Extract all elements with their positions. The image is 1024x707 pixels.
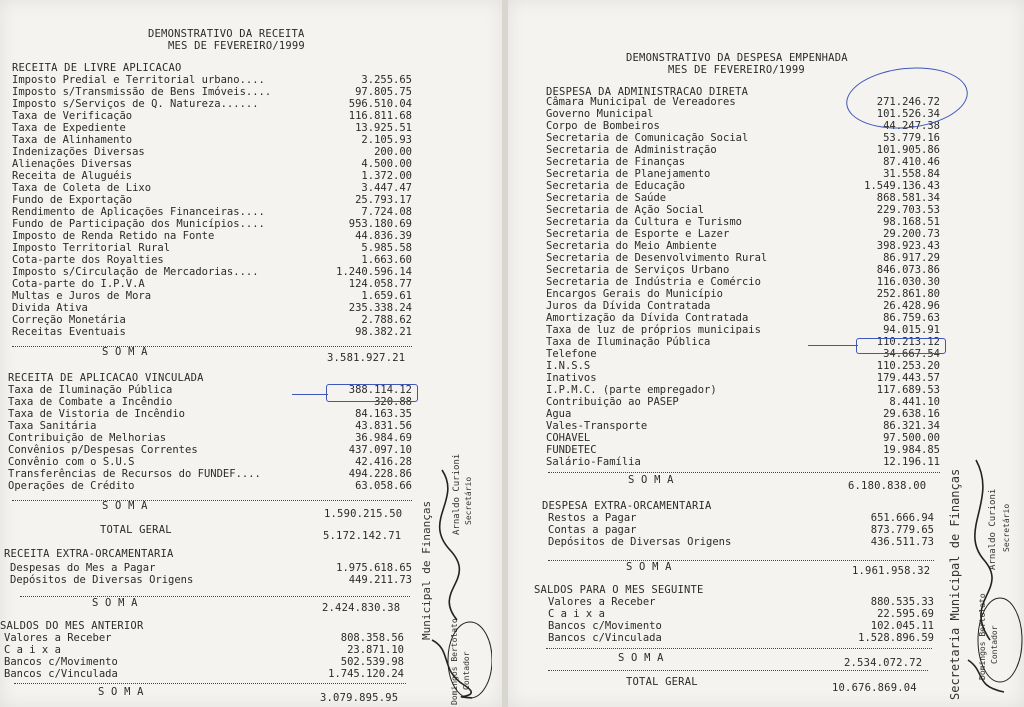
ledger-row-label: Taxa de Coleta de Lixo — [12, 182, 152, 194]
ledger-row — [12, 302, 412, 314]
ledger-row — [546, 144, 940, 156]
ledger-row-label: C a i x a — [4, 644, 61, 656]
saldos-heading: SALDOS DO MES ANTERIOR — [0, 620, 144, 632]
ledger-row-value: 84.163.35 — [355, 408, 412, 420]
ledger-row-value: 596.510.04 — [348, 98, 412, 110]
ledger-row — [12, 218, 412, 230]
ledger-row-value: 3.447.47 — [361, 182, 412, 194]
ledger-row — [8, 408, 412, 420]
revenue-title: DEMONSTRATIVO DA RECEITA — [148, 28, 305, 40]
ledger-row — [546, 324, 940, 336]
ledger-row — [12, 98, 412, 110]
ledger-row — [548, 596, 934, 608]
ledger-row-value: 42.416.28 — [355, 456, 412, 468]
ledger-row-value: 1.372.00 — [361, 170, 412, 182]
ledger-row-value: 110.253.20 — [876, 360, 940, 372]
ledger-row — [8, 480, 412, 492]
ledger-row — [546, 252, 940, 264]
ledger-row-value: 880.535.33 — [870, 596, 934, 608]
ledger-row-value: 63.058.66 — [355, 480, 412, 492]
ledger-row-label: Bancos c/Vinculada — [548, 632, 662, 644]
ledger-row-value: 86.321.34 — [883, 420, 940, 432]
ledger-row-label: Multas e Juros de Mora — [12, 290, 152, 302]
ledger-row — [12, 74, 412, 86]
ledger-row — [12, 146, 412, 158]
ledger-row-value: 1.745.120.24 — [328, 668, 404, 680]
ledger-row-label: Bancos c/Vinculada — [4, 668, 118, 680]
ledger-row-label: Agua — [546, 408, 572, 420]
ledger-row — [546, 288, 940, 300]
extra-soma-label: S O M A — [92, 597, 138, 609]
total-geral-label: TOTAL GERAL — [100, 524, 172, 536]
ledger-row-label: Convênio com o S.U.S — [8, 456, 135, 468]
ledger-row-value: 953.180.69 — [348, 218, 412, 230]
handwritten-signature — [412, 440, 492, 700]
ledger-row-label: Secretaria de Indústria e Comércio — [546, 276, 761, 288]
ledger-row-value: 26.428.96 — [883, 300, 940, 312]
accountant-stamp-role: Contador — [462, 651, 471, 690]
ledger-row-label: Amortização da Dívida Contratada — [546, 312, 749, 324]
ledger-row — [12, 206, 412, 218]
ledger-row-value: 2.105.93 — [361, 134, 412, 146]
ledger-row-label: Inativos — [546, 372, 597, 384]
finance-stamp: Secretaria Municipal de Finanças — [948, 468, 962, 700]
ledger-row-value: 43.831.56 — [355, 420, 412, 432]
ledger-row-label: Corpo de Bombeiros — [546, 120, 660, 132]
ledger-row — [8, 456, 412, 468]
ledger-row — [546, 360, 940, 372]
ledger-row-label: Imposto s/Circulação de Mercadorias.... — [12, 266, 259, 278]
divider — [548, 670, 928, 671]
ledger-row-label: Secretaria de Ação Social — [546, 204, 705, 216]
ledger-row — [4, 644, 404, 656]
accountant-stamp-name: Domingos Bertolato — [978, 593, 987, 680]
ledger-row-value: 116.030.30 — [876, 276, 940, 288]
ledger-row-label: Secretaria de Saúde — [546, 192, 667, 204]
accountant-stamp-name: Domingos Bertolato — [450, 618, 459, 705]
ledger-row-value: 13.925.51 — [355, 122, 412, 134]
ledger-row-label: Secretaria de Planejamento — [546, 168, 711, 180]
ledger-row-label: Valores a Receber — [548, 596, 656, 608]
ledger-row-label: Contas a pagar — [548, 524, 637, 536]
ledger-row — [8, 432, 412, 444]
ledger-row-value: 97.500.00 — [883, 432, 940, 444]
ledger-row — [8, 420, 412, 432]
ledger-row-label: I.N.S.S — [546, 360, 591, 372]
ledger-row-label: Secretaria do Meio Ambiente — [546, 240, 717, 252]
ledger-row-label: Transferências de Recursos do FUNDEF.... — [8, 468, 261, 480]
ledger-row — [12, 230, 412, 242]
ledger-row-value: 2.788.62 — [361, 314, 412, 326]
ledger-row-label: Vales-Transporte — [546, 420, 648, 432]
handwritten-signature — [938, 440, 1024, 700]
ledger-row-label: Taxa de luz de próprios municipais — [546, 324, 761, 336]
ledger-row-value: 12.196.11 — [883, 456, 940, 468]
ledger-row-label: Depósitos de Diversas Origens — [10, 574, 194, 586]
extra-heading: RECEITA EXTRA-ORCAMENTARIA — [4, 548, 174, 560]
ledger-row-value: 252.861.80 — [876, 288, 940, 300]
ledger-row-label: Despesas do Mes a Pagar — [10, 562, 156, 574]
ledger-row — [546, 408, 940, 420]
ledger-row — [8, 444, 412, 456]
ledger-row — [12, 170, 412, 182]
revenue-period: MES DE FEVEREIRO/1999 — [168, 40, 305, 52]
ledger-row-value: 846.073.86 — [876, 264, 940, 276]
ledger-row — [546, 240, 940, 252]
ledger-row — [546, 444, 940, 456]
ledger-row-label: Operações de Crédito — [8, 480, 135, 492]
ledger-row — [12, 158, 412, 170]
extra-soma-label: S O M A — [626, 561, 672, 573]
ledger-row — [12, 110, 412, 122]
ledger-row-label: Secretaria da Cultura e Turismo — [546, 216, 742, 228]
vinculada-heading: RECEITA DE APLICACAO VINCULADA — [8, 372, 204, 384]
ledger-row-label: Câmara Municipal de Vereadores — [546, 96, 736, 108]
ledger-row-value: 320.88 — [374, 396, 412, 408]
ledger-row-value: 31.558.84 — [883, 168, 940, 180]
ledger-row — [12, 242, 412, 254]
secretary-stamp-role: Secretário — [464, 476, 473, 525]
ledger-row-label: Taxa de Iluminação Pública — [8, 384, 173, 396]
ledger-row-label: Taxa de Iluminação Pública — [546, 336, 711, 348]
ledger-row-label: Taxa de Verificação — [12, 110, 133, 122]
divider — [20, 596, 410, 597]
ledger-row-value: 29.638.16 — [883, 408, 940, 420]
ledger-row — [546, 456, 940, 468]
ledger-row-value: 101.905.86 — [876, 144, 940, 156]
ledger-row — [4, 668, 404, 680]
ledger-row-label: Valores a Receber — [4, 632, 112, 644]
ledger-row-label: Bancos c/Movimento — [548, 620, 662, 632]
ledger-row — [546, 384, 940, 396]
total-geral-value: 5.172.142.71 — [323, 530, 402, 542]
ledger-row-label: Receitas Eventuais — [12, 326, 126, 338]
ledger-row-label: Rendimento de Aplicações Financeiras.... — [12, 206, 265, 218]
ledger-row-value: 110.213.12 — [876, 336, 940, 348]
ledger-row-value: 449.211.73 — [348, 574, 412, 586]
finance-stamp: Municipal de Finanças — [420, 500, 433, 640]
ledger-row-label: Taxa de Vistoria de Incêndio — [8, 408, 186, 420]
ledger-row-value: 117.689.53 — [876, 384, 940, 396]
ledger-row-label: Cota-parte dos Royalties — [12, 254, 164, 266]
ledger-row-value: 19.984.85 — [883, 444, 940, 456]
ledger-row-label: Imposto s/Serviços de Q. Natureza...... — [12, 98, 259, 110]
ledger-row — [546, 396, 940, 408]
ledger-row — [12, 266, 412, 278]
divider — [548, 560, 934, 561]
saldos-soma-value: 3.079.895.95 — [320, 692, 399, 704]
total-geral-label: TOTAL GERAL — [626, 676, 698, 688]
total-geral-value: 10.676.869.04 — [832, 682, 917, 694]
ledger-row-label: Fundo de Participação dos Municípios.... — [12, 218, 265, 230]
ledger-row-value: 388.114.12 — [348, 384, 412, 396]
ledger-row-value: 200.00 — [374, 146, 412, 158]
livre-soma-value: 3.581.927.21 — [327, 352, 406, 364]
livre-soma-label: S O M A — [102, 346, 148, 358]
ledger-row-label: Taxa Sanitária — [8, 420, 97, 432]
ledger-row-value: 94.015.91 — [883, 324, 940, 336]
ledger-row-value: 86.917.29 — [883, 252, 940, 264]
ledger-row — [12, 134, 412, 146]
ledger-row-value: 22.595.69 — [877, 608, 934, 620]
expense-statement-page — [508, 0, 1024, 707]
livre-heading: RECEITA DE LIVRE APLICACAO — [12, 62, 182, 74]
ledger-row-value: 502.539.98 — [340, 656, 404, 668]
ledger-row-label: Secretaria de Finanças — [546, 156, 686, 168]
ledger-row-value: 868.581.34 — [876, 192, 940, 204]
divider — [548, 472, 940, 473]
ledger-row — [12, 122, 412, 134]
ledger-row — [10, 562, 412, 574]
ledger-row-value: 437.097.10 — [348, 444, 412, 456]
ledger-row-label: I.P.M.C. (parte empregador) — [546, 384, 717, 396]
revenue-statement-page — [0, 0, 502, 707]
ledger-row — [546, 216, 940, 228]
accountant-stamp-role: Contador — [990, 625, 999, 664]
ledger-row — [548, 620, 934, 632]
vinculada-soma-label: S O M A — [102, 500, 148, 512]
ledger-row — [12, 278, 412, 290]
ledger-row-label: Bancos c/Movimento — [4, 656, 118, 668]
ledger-row-value: 29.200.73 — [883, 228, 940, 240]
ledger-row-label: Secretaria de Educação — [546, 180, 686, 192]
secretary-stamp-name: Arnaldo Curioni — [452, 453, 462, 535]
ledger-row-value: 873.779.65 — [870, 524, 934, 536]
pen-stroke — [808, 345, 858, 346]
ledger-row-label: Taxa de Combate a Incêndio — [8, 396, 173, 408]
ledger-row-value: 8.441.10 — [889, 396, 940, 408]
ledger-row-value: 44.247.38 — [883, 120, 940, 132]
ledger-row — [546, 264, 940, 276]
ledger-row-value: 4.500.00 — [361, 158, 412, 170]
ledger-row-label: Governo Municipal — [546, 108, 654, 120]
ledger-row-value: 1.549.136.43 — [864, 180, 940, 192]
ledger-row-label: Taxa de Alinhamento — [12, 134, 133, 146]
ledger-row-label: Convênios p/Despesas Correntes — [8, 444, 198, 456]
ledger-row — [546, 180, 940, 192]
ledger-row-label: Restos a Pagar — [548, 512, 637, 524]
ledger-row-label: Contribuição de Melhorias — [8, 432, 167, 444]
ledger-row-label: Encargos Gerais do Município — [546, 288, 724, 300]
extra-soma-value: 2.424.830.38 — [322, 602, 401, 614]
ledger-row — [546, 228, 940, 240]
ledger-row-value: 98.168.51 — [883, 216, 940, 228]
ledger-row-value: 398.923.43 — [876, 240, 940, 252]
ledger-row-label: Divida Ativa — [12, 302, 88, 314]
divider — [12, 500, 412, 501]
ledger-row-value: 5.985.58 — [361, 242, 412, 254]
ledger-row-value: 86.759.63 — [883, 312, 940, 324]
extra-heading: DESPESA EXTRA-ORCAMENTARIA — [542, 500, 712, 512]
ledger-row-value: 36.984.69 — [355, 432, 412, 444]
direta-heading: DESPESA DA ADMINISTRACAO DIRETA — [546, 86, 749, 98]
ledger-row — [546, 132, 940, 144]
ledger-row-label: Imposto Predial e Territorial urbano.... — [12, 74, 265, 86]
ledger-row — [8, 468, 412, 480]
ledger-row-value: 1.528.896.59 — [858, 632, 934, 644]
ledger-row-value: 3.255.65 — [361, 74, 412, 86]
ledger-row-value: 98.382.21 — [355, 326, 412, 338]
ledger-row — [546, 432, 940, 444]
ledger-row — [12, 326, 412, 338]
ledger-row — [4, 632, 404, 644]
pen-box-annotation — [326, 384, 418, 402]
ledger-row-value: 229.703.53 — [876, 204, 940, 216]
ledger-row-value: 124.058.77 — [348, 278, 412, 290]
ledger-row-label: Imposto Territorial Rural — [12, 242, 171, 254]
ledger-row — [548, 608, 934, 620]
ledger-row-value: 808.358.56 — [340, 632, 404, 644]
ledger-row-value: 436.511.73 — [870, 536, 934, 548]
expense-title: DEMONSTRATIVO DA DESPESA EMPENHADA — [626, 52, 848, 64]
ledger-row-value: 235.338.24 — [348, 302, 412, 314]
saldos-soma-label: S O M A — [618, 652, 664, 664]
ledger-row-label: COHAVEL — [546, 432, 591, 444]
ledger-row-value: 44.836.39 — [355, 230, 412, 242]
ledger-row — [546, 192, 940, 204]
divider — [12, 346, 412, 347]
ledger-row-label: Salário-Família — [546, 456, 641, 468]
ledger-row-value: 97.805.75 — [355, 86, 412, 98]
ledger-row — [4, 656, 404, 668]
ledger-row-value: 34.667.54 — [883, 348, 940, 360]
ledger-row-value: 651.666.94 — [870, 512, 934, 524]
vinculada-soma-value: 1.590.215.50 — [324, 508, 403, 520]
ledger-row-label: Secretaria de Comunicação Social — [546, 132, 749, 144]
ledger-row — [548, 524, 934, 536]
ledger-row — [10, 574, 412, 586]
ledger-row-value: 25.793.17 — [355, 194, 412, 206]
extra-soma-value: 1.961.958.32 — [852, 565, 931, 577]
ledger-row-label: Receita de Aluguéis — [12, 170, 133, 182]
ledger-row — [546, 204, 940, 216]
ledger-row-label: C a i x a — [548, 608, 605, 620]
saldos-soma-value: 2.534.072.72 — [844, 657, 923, 669]
ledger-row — [12, 254, 412, 266]
ledger-row-value: 1.240.596.14 — [336, 266, 412, 278]
ledger-row — [548, 632, 934, 644]
ledger-row — [546, 420, 940, 432]
ledger-row-value: 271.246.72 — [876, 96, 940, 108]
ledger-row — [12, 182, 412, 194]
ledger-row-label: Imposto s/Transmissão de Bens Imóveis.... — [12, 86, 272, 98]
ledger-row-label: Secretaria de Esporte e Lazer — [546, 228, 730, 240]
ledger-row-label: Fundo de Exportação — [12, 194, 133, 206]
ledger-row-label: Indenizações Diversas — [12, 146, 145, 158]
ledger-row — [12, 290, 412, 302]
ledger-row-label: FUNDETEC — [546, 444, 597, 456]
divider — [546, 648, 932, 649]
ledger-row-value: 1.663.60 — [361, 254, 412, 266]
pen-box-annotation — [856, 338, 946, 354]
ledger-row-label: Depósitos de Diversas Origens — [548, 536, 732, 548]
ledger-row-value: 1.975.618.65 — [336, 562, 412, 574]
ledger-row-label: Taxa de Expediente — [12, 122, 126, 134]
ledger-row — [546, 276, 940, 288]
ledger-row-value: 23.871.10 — [347, 644, 404, 656]
expense-period: MES DE FEVEREIRO/1999 — [668, 64, 805, 76]
ledger-row-value: 494.228.86 — [348, 468, 412, 480]
ledger-row-value: 1.659.61 — [361, 290, 412, 302]
ledger-row-value: 7.724.08 — [361, 206, 412, 218]
ledger-row-value: 53.779.16 — [883, 132, 940, 144]
ledger-row-label: Correção Monetária — [12, 314, 126, 326]
ledger-row — [548, 512, 934, 524]
ledger-row — [12, 194, 412, 206]
direta-soma-label: S O M A — [628, 474, 674, 486]
ledger-row-label: Juros da Dívida Contratada — [546, 300, 711, 312]
secretary-stamp-name: Arnaldo Curioni — [988, 488, 998, 570]
ledger-row-label: Secretaria de Administração — [546, 144, 717, 156]
ledger-row — [546, 156, 940, 168]
ledger-row-value: 179.443.57 — [876, 372, 940, 384]
ledger-row-label: Secretaria de Serviços Urbano — [546, 264, 730, 276]
ledger-row-label: Alienações Diversas — [12, 158, 133, 170]
ledger-row-label: Telefone — [546, 348, 597, 360]
pen-stroke — [292, 394, 328, 395]
saldos-heading: SALDOS PARA O MES SEGUINTE — [534, 584, 704, 596]
ledger-row-label: Imposto de Renda Retido na Fonte — [12, 230, 215, 242]
ledger-row-value: 101.526.34 — [876, 108, 940, 120]
ledger-row-label: Contribuição ao PASEP — [546, 396, 679, 408]
ledger-row — [546, 300, 940, 312]
ledger-row-value: 87.410.46 — [883, 156, 940, 168]
ledger-row — [546, 372, 940, 384]
ledger-row-value: 102.045.11 — [870, 620, 934, 632]
secretary-stamp-role: Secretário — [1002, 503, 1011, 552]
saldos-soma-label: S O M A — [98, 686, 144, 698]
ledger-row — [12, 86, 412, 98]
ledger-row — [548, 536, 934, 548]
ledger-row — [546, 168, 940, 180]
ledger-row-value: 116.811.68 — [348, 110, 412, 122]
ledger-row-label: Secretaria de Desenvolvimento Rural — [546, 252, 768, 264]
ledger-row — [546, 312, 940, 324]
direta-soma-value: 6.180.838.00 — [848, 480, 927, 492]
divider — [14, 683, 406, 684]
ledger-row-label: Cota-parte do I.P.V.A — [12, 278, 145, 290]
ledger-row — [12, 314, 412, 326]
